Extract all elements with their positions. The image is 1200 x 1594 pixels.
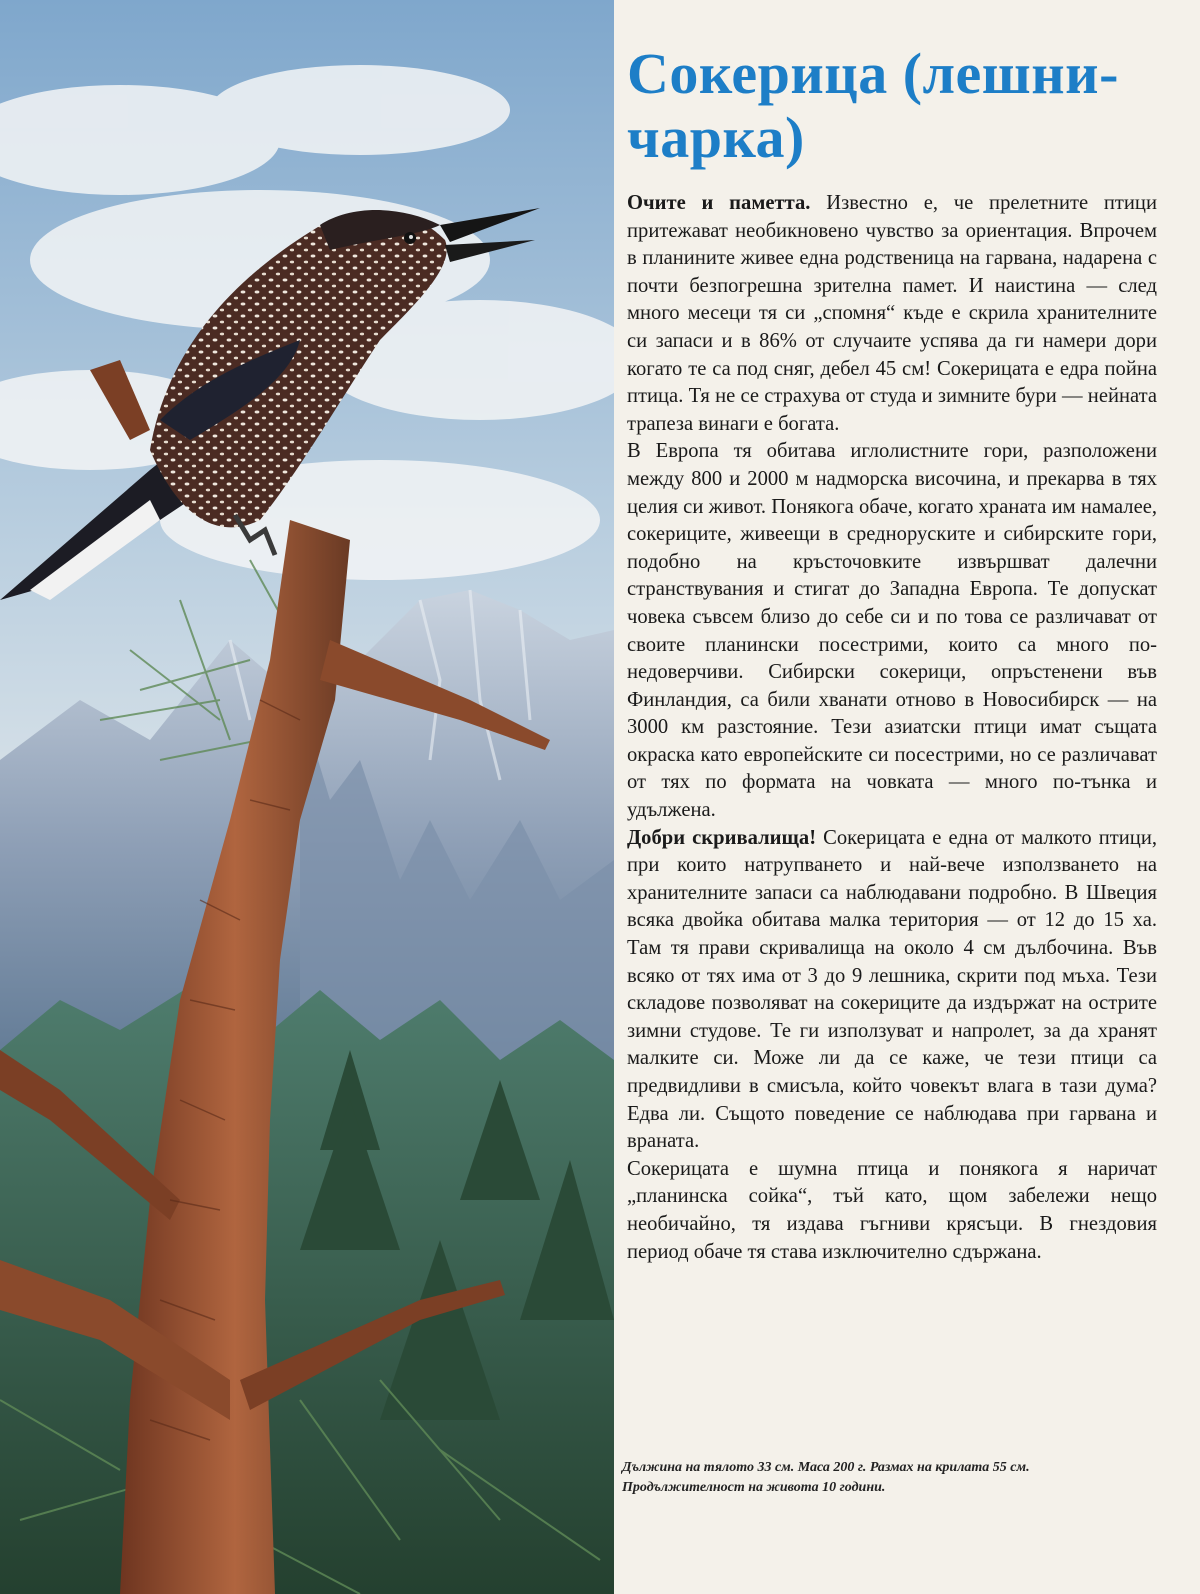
section-text: В Европа тя обитава иглолистните гори, разположени между 800 и 2000 м надморска височина, и прекарва в тях целия си живот. Понякога обаче, когато храната им намалее, сокериците, живеещи в средноруските и сибирските гори, подобно на кръсточовките извършват далечни странствувания и стигат до Западна Европа. Те допускат човека съвсем близо до себе си и по това се различават от своите планински посестрими, които са много по-недоверчиви. Сибирски сокерици, опръстенени във Финландия, са били хванати отново в Новосибирск — на 3000 км разстояние. Тези азиатски птици имат същата окраска като европейските си посестрими, но се различават от тях по формата на човката — много по-тънка и удължена. — [627, 440, 1157, 822]
article — [627, 42, 1157, 1266]
article-body — [627, 190, 1157, 1266]
section-eyes-memory — [627, 190, 1157, 438]
section-text: Сокерицата е шумна птица и понякога я наричат „планинска сойка“, тъй като, щом забележи нещо необичайно, тя издава гъгниви крясъци. В гнездовия период обаче тя става изключително сдържана. — [627, 1157, 1157, 1263]
section-noisy-bird — [627, 1156, 1157, 1266]
section-heading: Добри скривалища! — [627, 826, 817, 849]
section-text: Известно е, че прелетните птици притежават необикновено чувство за ориентация. Впрочем в планините живее една родственица на гарвана, надарена с почти безпогрешна зрителна памет. И наистина — след много месеци тя си „спомня“ къде е скрила хранителните си запаси и в 86% от случаите успява да ги намери дори когато те са под сняг, дебел 45 см! Сокерицата е едра пойна птица. Тя не се страхува от студа и зимните бури — нейната трапеза винаги е богата. — [627, 192, 1157, 435]
section-heading: Очите и паметта. — [627, 192, 811, 214]
section-habitat — [627, 438, 1157, 824]
article-title: Сокерица (лешни-чарка) — [627, 41, 1119, 170]
section-good-hiding — [627, 825, 1157, 1156]
species-facts-caption — [622, 1458, 1162, 1498]
caption-line-2: Продължителност на живота 10 години. — [622, 1480, 886, 1495]
section-text: Сокерицата е една от малкото птици, при които натрупването и най-вече използването на хранителните запаси са наблюдавани подробно. В Швеция всяка двойка обитава малка територия — от 12 до 15 ха. Там тя прави скривалища на около 4 см дълбочина. Във всяко от тях има от 3 до 9 лешника, скрити под мъха. Тези складове позволяват на сокериците да издържат на острите зимни студове. Те ги използуват и напролет, за да хранят малките си. Може ли да се каже, че тези птици са предвидливи в смисъла, който човекът влага в тази дума? Едва ли. Същото поведение се наблюдава при гарвана и враната. — [627, 826, 1157, 1153]
caption-line-1: Дължина на тялото 33 см. Маса 200 г. Размах на крилата 55 см. — [622, 1460, 1030, 1475]
forest — [0, 980, 614, 1594]
